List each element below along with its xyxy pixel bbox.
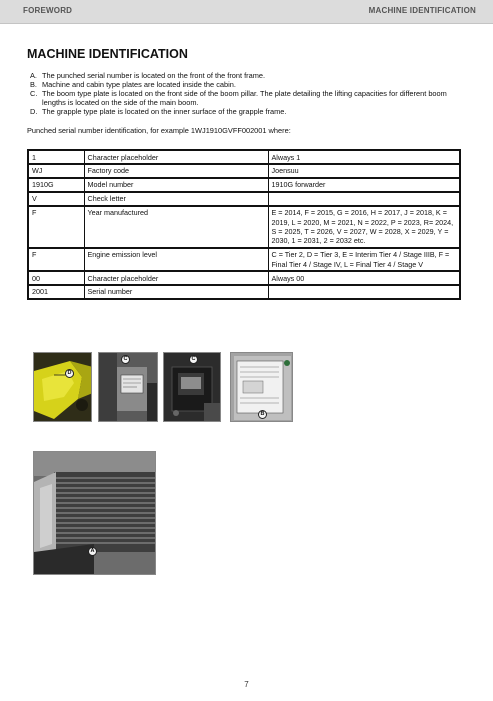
- meaning-cell: Factory code: [84, 164, 268, 178]
- meaning-cell: Model number: [84, 178, 268, 192]
- list-item-letter: C.: [30, 89, 38, 98]
- code-cell: 1: [28, 150, 84, 164]
- location-list: [30, 71, 470, 116]
- code-cell: WJ: [28, 164, 84, 178]
- code-cell: F: [28, 206, 84, 248]
- table-row: [28, 206, 460, 248]
- callout-marker: C: [189, 355, 198, 364]
- callout-marker: D: [65, 369, 74, 378]
- values-cell: [268, 285, 460, 299]
- list-item-letter: A.: [30, 71, 37, 80]
- meaning-cell: Check letter: [84, 192, 268, 206]
- values-cell: E = 2014, F = 2015, G = 2016, H = 2017, J = 2018, K = 2019, L = 2020, M = 2021, N = 2022, P = 2023, R= 2024, S = 2025, T = 2026, V = 2027, W = 2028, X = 2029, Y = 2030, 1 = 2031, 2 = 2032 etc.: [268, 206, 460, 248]
- code-cell: 2001: [28, 285, 84, 299]
- page-title: MACHINE IDENTIFICATION: [27, 47, 188, 61]
- list-item: [30, 89, 470, 107]
- list-item-text: Machine and cabin type plates are located inside the cabin.: [42, 80, 236, 89]
- boom-capacity-plate-photo: [163, 352, 221, 422]
- grapple-illustration: [34, 353, 92, 422]
- boom-plate-photo: [98, 352, 158, 422]
- list-item: [30, 80, 470, 89]
- table-row: [28, 150, 460, 164]
- grapple-plate-photo: [33, 352, 92, 422]
- header-section: FOREWORD: [23, 6, 73, 15]
- code-cell: 00: [28, 271, 84, 285]
- meaning-cell: Character placeholder: [84, 150, 268, 164]
- code-cell: 1910G: [28, 178, 84, 192]
- table-row: [28, 164, 460, 178]
- table-row: [28, 271, 460, 285]
- front-frame-photo: [33, 451, 156, 575]
- code-cell: V: [28, 192, 84, 206]
- list-item-text: The boom type plate is located on the front side of the boom pillar. The plate detailing the lifting capacities for different boom lengths is located on the side of the main boom.: [42, 89, 447, 107]
- page-number: 7: [244, 680, 249, 689]
- values-cell: Always 00: [268, 271, 460, 285]
- table-row: [28, 178, 460, 192]
- list-item-text: The punched serial number is located on the front of the front frame.: [42, 71, 266, 80]
- values-cell: 1910G forwarder: [268, 178, 460, 192]
- meaning-cell: Character placeholder: [84, 271, 268, 285]
- meaning-cell: Engine emission level: [84, 248, 268, 271]
- table-row: [28, 192, 460, 206]
- values-cell: Always 1: [268, 150, 460, 164]
- header-topic: MACHINE IDENTIFICATION: [368, 6, 476, 15]
- list-item-letter: D.: [30, 107, 38, 116]
- code-cell: F: [28, 248, 84, 271]
- values-cell: C = Tier 2, D = Tier 3, E = Interim Tier 4 / Stage IIIB, F = Final Tier 4 / Stage IV, L = Final Tier 4 / Stage V: [268, 248, 460, 271]
- meaning-cell: Year manufactured: [84, 206, 268, 248]
- values-cell: Joensuu: [268, 164, 460, 178]
- list-item: [30, 107, 470, 116]
- list-item: [30, 71, 470, 80]
- callout-marker: A: [88, 547, 97, 556]
- front-frame-illustration: [34, 452, 156, 575]
- boom-pillar-illustration: [99, 353, 158, 422]
- table-row: [28, 285, 460, 299]
- table-row: [28, 248, 460, 271]
- page-header: [0, 0, 493, 24]
- serial-intro: Punched serial number identification, for example 1WJ1910GVFF002001 where:: [27, 126, 291, 135]
- meaning-cell: Serial number: [84, 285, 268, 299]
- list-item-text: The grapple type plate is located on the inner surface of the grapple frame.: [42, 107, 287, 116]
- cabin-type-plate-photo: [230, 352, 293, 422]
- callout-marker: B: [258, 410, 267, 419]
- serial-number-table: [27, 149, 461, 300]
- list-item-letter: B.: [30, 80, 37, 89]
- values-cell: [268, 192, 460, 206]
- callout-marker: C: [121, 355, 130, 364]
